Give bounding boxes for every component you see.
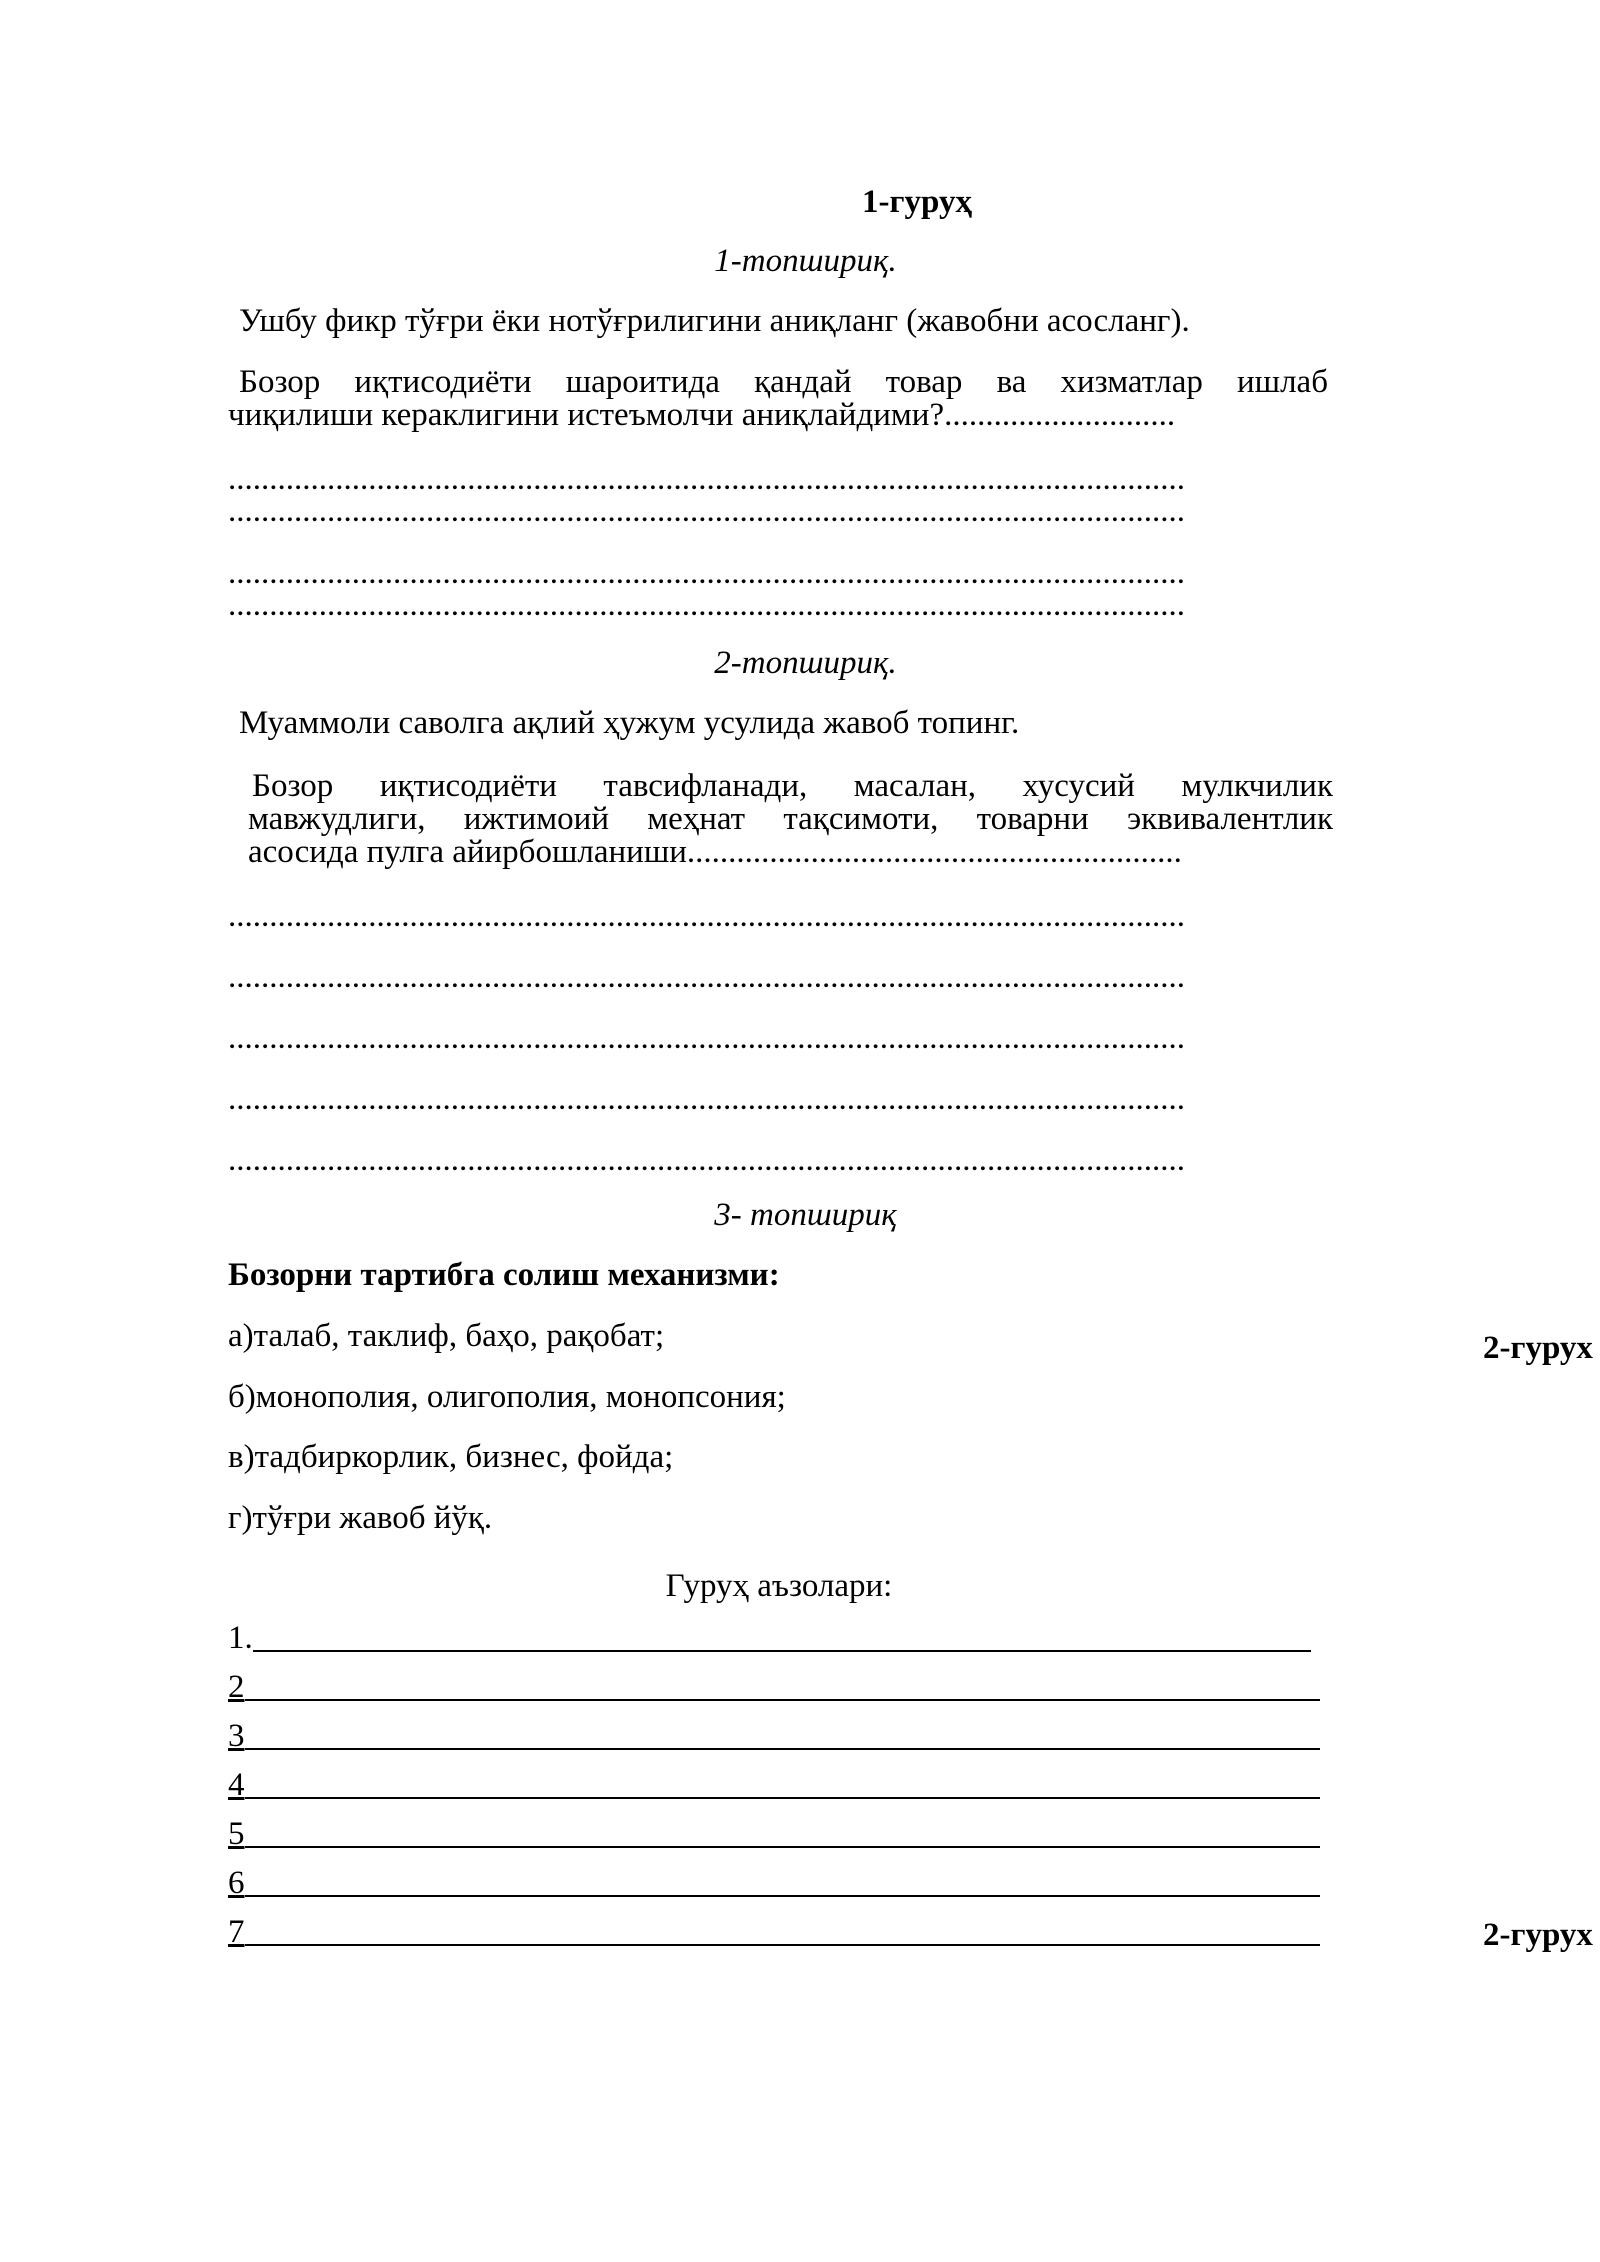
member-number: 3 — [228, 1718, 245, 1754]
answer-line: .................................................................................................................... — [228, 961, 1185, 994]
task3-option-b: б)монополия, олигополия, монопсония; — [228, 1379, 786, 1415]
answer-line: .................................................................................................................... — [228, 495, 1185, 528]
member-number: 7 — [228, 1914, 245, 1950]
task3-heading: 3- топшириқ — [714, 1197, 897, 1233]
answer-line: .................................................................................................................... — [228, 589, 1185, 622]
member-signature-line — [245, 1818, 1321, 1848]
group-title: 1-гуруҳ — [862, 184, 972, 220]
member-line-7 — [228, 1916, 1320, 1949]
member-signature-line — [245, 1769, 1321, 1799]
task1-instruction: Ушбу фикр тўғри ёки нотўғрилигини аниқланг (жавобни асосланг). — [239, 303, 1190, 339]
answer-line: .................................................................................................................... — [228, 1144, 1185, 1177]
task1-statement — [228, 366, 1328, 432]
member-line-4 — [228, 1769, 1320, 1802]
member-number: 1. — [228, 1620, 253, 1656]
task1-heading: 1-топшириқ. — [714, 243, 897, 279]
task2-statement-line3: асосида пулга айирбошланиши............................................................ — [248, 834, 1182, 870]
task1-statement-line1: Бозор иқтисодиёти шароитида қандай товар ва хизматлар ишлаб — [239, 364, 1328, 400]
answer-line: .................................................................................................................... — [228, 900, 1185, 933]
side-label-group2: 2-гурух — [1483, 1330, 1593, 1366]
task2-statement-line2: мавжудлиги, ижтимоий меҳнат тақсимоти, товарни эквивалентлик — [248, 801, 1333, 837]
answer-line: .................................................................................................................... — [228, 557, 1185, 590]
answer-line: .................................................................................................................... — [228, 463, 1185, 496]
answer-line: .................................................................................................................... — [228, 1022, 1185, 1055]
task3-option-c: в)тадбиркорлик, бизнес, фойда; — [228, 1439, 674, 1475]
member-number: 2 — [228, 1669, 245, 1705]
task1-statement-line2: чиқилиши кераклигини истеъмолчи аниқлайдими?............................ — [228, 397, 1176, 433]
task2-statement-line1: Бозор иқтисодиёти тавсифланади, масалан, хусусий мулкчилик — [252, 768, 1333, 804]
task2-heading: 2-топшириқ. — [714, 645, 897, 681]
task2-instruction: Муаммоли саволга ақлий ҳужум усулида жавоб топинг. — [239, 705, 1020, 741]
task2-statement — [248, 770, 1333, 869]
member-signature-line — [245, 1671, 1321, 1701]
member-line-1 — [228, 1622, 1311, 1655]
member-line-6 — [228, 1867, 1320, 1900]
member-number: 4 — [228, 1767, 245, 1803]
member-line-2 — [228, 1671, 1320, 1704]
side-label-group2: 2-гурух — [1483, 1917, 1593, 1953]
member-number: 5 — [228, 1816, 245, 1852]
member-signature-line — [245, 1916, 1321, 1946]
task3-option-d: г)тўғри жавоб йўқ. — [228, 1500, 493, 1536]
member-line-3 — [228, 1720, 1320, 1753]
member-number: 6 — [228, 1865, 245, 1901]
answer-line: .................................................................................................................... — [228, 1083, 1185, 1116]
member-signature-line — [245, 1720, 1321, 1750]
member-line-5 — [228, 1818, 1320, 1851]
task3-question: Бозорни тартибга солиш механизми: — [228, 1257, 780, 1293]
member-signature-line — [245, 1867, 1321, 1897]
members-heading: Гуруҳ аъзолари: — [665, 1568, 893, 1604]
task3-option-a: а)талаб, таклиф, баҳо, рақобат; — [228, 1318, 665, 1354]
member-signature-line — [253, 1622, 1311, 1652]
